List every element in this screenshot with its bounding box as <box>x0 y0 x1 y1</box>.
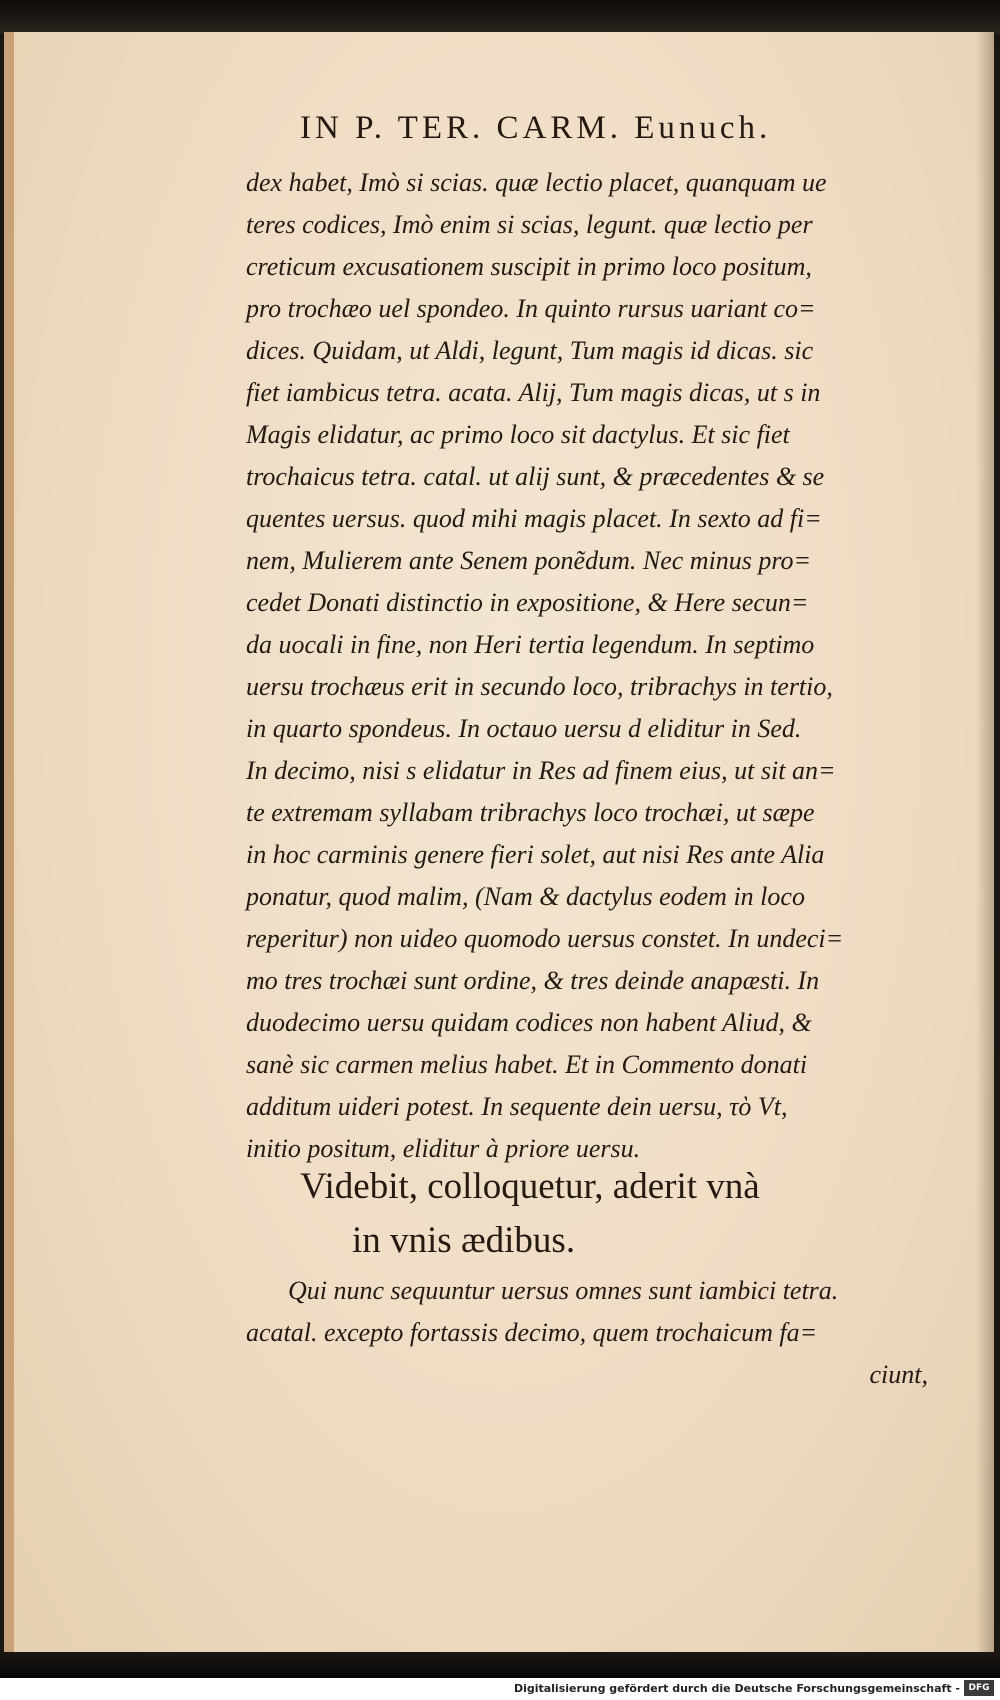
text-line: reperitur) non uideo quomodo uersus constet. In undeci= <box>246 924 844 953</box>
text-line: fiet iambicus tetra. acata. Alij, Tum magis dicas, ut s in <box>246 378 821 407</box>
running-header: IN P. TER. CARM. Eunuch. <box>300 110 772 146</box>
text-line: dex habet, Imò si scias. quæ lectio placet, quanquam ue <box>246 168 827 197</box>
text-line: initio positum, eliditur à priore uersu. <box>246 1134 641 1163</box>
text-line: mo tres trochæi sunt ordine, & tres deinde anapæsti. In <box>246 966 820 995</box>
digitization-footer <box>0 1678 1000 1700</box>
book-bottom-edge <box>0 1652 1000 1678</box>
note-line: Qui nunc sequuntur uersus omnes sunt iambici tetra. <box>288 1276 839 1305</box>
footer-credit: Digitalisierung gefördert durch die Deutsche Forschungsgemeinschaft - <box>513 1682 960 1695</box>
note-line: acatal. excepto fortassis decimo, quem trochaicum fa= <box>246 1318 818 1347</box>
text-line: ponatur, quod malim, (Nam & dactylus eodem in loco <box>246 882 805 911</box>
verse-line: in vnis ædibus. <box>352 1220 576 1261</box>
book-top-edge <box>0 0 1000 34</box>
text-line: da uocali in fine, non Heri tertia legendum. In septimo <box>246 630 815 659</box>
text-line: cedet Donati distinctio in expositione, & Here secun= <box>246 588 809 617</box>
verse-note <box>246 1270 936 1396</box>
verse-line: Videbit, colloquetur, aderit vnà <box>300 1166 760 1207</box>
text-line: sanè sic carmen melius habet. Et in Commento donati <box>246 1050 808 1079</box>
text-line: Magis elidatur, ac primo loco sit dactylus. Et sic fiet <box>246 420 790 449</box>
dfg-logo-icon: DFG <box>964 1680 994 1696</box>
text-line: in hoc carminis genere fieri solet, aut nisi Res ante Alia <box>246 840 825 869</box>
text-line: In decimo, nisi s elidatur in Res ad finem eius, ut sit an= <box>246 756 836 785</box>
commentary-text <box>246 162 936 1170</box>
text-line: nem, Mulierem ante Senem ponẽdum. Nec minus pro= <box>246 546 812 575</box>
text-line: creticum excusationem suscipit in primo loco positum, <box>246 252 812 281</box>
text-line: teres codices, Imò enim si scias, legunt. quæ lectio per <box>246 210 813 239</box>
text-line: dices. Quidam, ut Aldi, legunt, Tum magis id dicas. sic <box>246 336 814 365</box>
text-line: pro trochæo uel spondeo. In quinto rursus uariant co= <box>246 294 816 323</box>
text-line: additum uideri potest. In sequente dein uersu, τὸ Vt, <box>246 1092 788 1121</box>
page-edge-shadow <box>976 32 994 1660</box>
text-line: quentes uersus. quod mihi magis placet. In sexto ad fi= <box>246 504 822 533</box>
text-line: duodecimo uersu quidam codices non habent Aliud, & <box>246 1008 812 1037</box>
text-line: trochaicus tetra. catal. ut alij sunt, & præcedentes & se <box>246 462 825 491</box>
text-line: uersu trochæus erit in secundo loco, tribrachys in tertio, <box>246 672 833 701</box>
note-line: ciunt, <box>869 1360 928 1389</box>
quoted-verse <box>300 1160 760 1268</box>
text-line: in quarto spondeus. In octauo uersu d eliditur in Sed. <box>246 714 802 743</box>
text-line: te extremam syllabam tribrachys loco trochæi, ut sæpe <box>246 798 815 827</box>
